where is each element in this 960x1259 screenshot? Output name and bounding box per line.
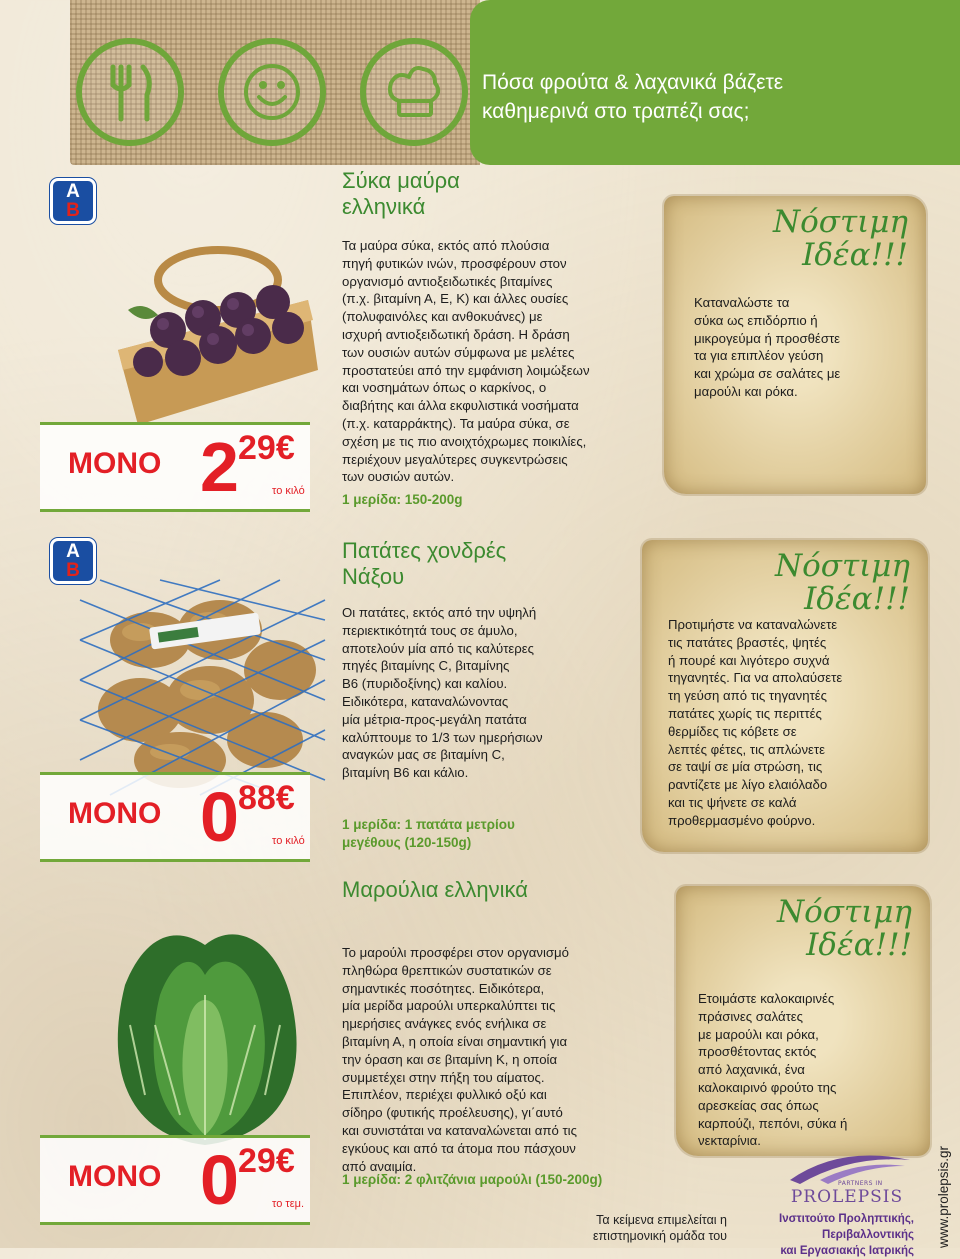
idea-title-line2: Ιδέα!!! bbox=[804, 581, 910, 617]
product-title-line1: Σύκα μαύρα bbox=[342, 168, 460, 193]
description-line: μία μέτρια-προς-μεγάλη πατάτα bbox=[342, 711, 527, 727]
idea-text-line: καλοκαιρινό φρούτο της bbox=[698, 1079, 837, 1095]
ab-logo-a: A bbox=[66, 541, 80, 562]
description-line: ισχυρή αντιοξειδωτική δράση. Η δράση bbox=[342, 326, 570, 342]
description-line: (πολυφαινόλες και ανθοκυάνες) με bbox=[342, 309, 543, 325]
description-line: σχέση με τις πιο ανοιχτόχρωμες ποικιλίες, bbox=[342, 433, 587, 449]
product-title-line2: Νάξου bbox=[342, 564, 405, 589]
description-line: Οι πατάτες, εκτός από την υψηλή bbox=[342, 605, 537, 620]
portion-line1: 1 μερίδα: 2 φλιτζάνια μαρούλι (150-200g) bbox=[342, 1172, 603, 1187]
description-line: ημερήσιες ανάγκες ενός ενήλικα σε bbox=[342, 1016, 547, 1032]
idea-text-line: σε ταψί σε μία στρώση, τις bbox=[668, 759, 823, 775]
description-line: περιέχουν μεγαλύτερες συγκεντρώσεις bbox=[342, 451, 568, 467]
product-title-line1: Πατάτες χονδρές bbox=[342, 538, 507, 563]
idea-text-line: καρπούζι, πεπόνι, σύκα ή bbox=[698, 1115, 848, 1131]
portion-line2: μεγέθους (120-150g) bbox=[342, 835, 472, 850]
description-line: και νοσημάτων όπως ο καρκίνος, ο bbox=[342, 380, 547, 396]
idea-text-line: Προτιμήστε να καταναλώνετε bbox=[668, 617, 838, 632]
ab-logo bbox=[50, 178, 96, 224]
description-line: εγκύους και από τα άτομα που πάσχουν bbox=[342, 1140, 576, 1156]
idea-text bbox=[698, 990, 847, 1150]
price-decimal: 29€ bbox=[238, 1142, 295, 1180]
idea-box-lettuce bbox=[676, 886, 930, 1156]
idea-box-figs bbox=[664, 196, 926, 494]
idea-text-line: τη γεύση από τις τηγανητές bbox=[668, 688, 828, 704]
idea-title bbox=[773, 206, 908, 272]
prolepsis-name: PROLEPSIS bbox=[790, 1187, 904, 1207]
idea-text-line: ραντίζετε με λίγο ελαιόλαδο bbox=[668, 777, 828, 793]
description-line: από αναιμία. bbox=[342, 1158, 417, 1174]
description-line: σημαντικές ποσότητες. Ειδικότερα, bbox=[342, 980, 545, 996]
product-portion-lettuce bbox=[342, 1171, 602, 1189]
description-line: αποτελούν μία από τις καλύτερες bbox=[342, 640, 535, 656]
idea-title-line1: Νόστιμη bbox=[775, 548, 910, 584]
partners-label: PARTNERS IN bbox=[838, 1180, 883, 1187]
price-unit: το κιλό bbox=[272, 835, 305, 847]
description-line: Β6 (πυριδοξίνης) και καλίου. bbox=[342, 676, 508, 692]
price-unit: το τεμ. bbox=[272, 1198, 305, 1210]
description-line: και συνιστάται να καταναλώνεται από τις bbox=[342, 1122, 577, 1138]
idea-text-line: τηγανητές. Για να απολαύσετε bbox=[668, 670, 843, 686]
price-tag-figs bbox=[40, 422, 310, 512]
price-integer: 0 bbox=[200, 778, 239, 856]
product-title-figs bbox=[342, 168, 460, 220]
price-mono-label: ΜΟΝΟ bbox=[68, 447, 162, 480]
idea-text-line: προσθέτοντας εκτός bbox=[698, 1044, 817, 1060]
description-line: Επιπλέον, περιέχει φυλλικό οξύ και bbox=[342, 1087, 547, 1103]
idea-text-line: μικρογεύμα ή προσθέστε bbox=[694, 330, 841, 346]
idea-text-line: μαρούλι και ρόκα. bbox=[694, 383, 798, 399]
description-line: σίδηρο (φυτικής προέλευσης), γι΄αυτό bbox=[342, 1105, 563, 1121]
credits-line1: Τα κείμενα επιμελείται η bbox=[596, 1213, 727, 1227]
page-title bbox=[482, 68, 952, 126]
idea-text-line: τις πατάτες βραστές, ψητές bbox=[668, 634, 827, 650]
website-url[interactable]: www.prolepsis.gr bbox=[936, 1145, 951, 1248]
description-line: (π.χ. καταρράκτης). Τα μαύρα σύκα, σε bbox=[342, 415, 570, 431]
ab-logo-b: B bbox=[66, 560, 80, 581]
product-title-lettuce bbox=[342, 877, 528, 903]
price-decimal: 29€ bbox=[238, 429, 295, 467]
description-line: Τα μαύρα σύκα, εκτός από πλούσια bbox=[342, 238, 550, 253]
idea-text-line: σύκα ως επιδόρπιο ή bbox=[694, 312, 818, 328]
idea-title bbox=[777, 896, 912, 962]
product-title-line2: ελληνικά bbox=[342, 194, 426, 219]
product-description-lettuce bbox=[342, 944, 577, 1175]
description-line: οργανισμό αντιοξειδωτικές βιταμίνες bbox=[342, 273, 553, 289]
product-description-figs bbox=[342, 237, 590, 486]
idea-text-line: λεπτές φέτες, τις απλώνετε bbox=[668, 741, 826, 757]
idea-text-line: και τις ψήνετε σε καλά bbox=[668, 794, 797, 810]
price-tag-lettuce bbox=[40, 1135, 310, 1225]
portion-line1: 1 μερίδα: 1 πατάτα μετρίου bbox=[342, 817, 515, 832]
description-line: προστατεύει από την εμφάνιση λοιμώξεων bbox=[342, 362, 590, 378]
description-line: βιταμίνη Β6 και κάλιο. bbox=[342, 765, 469, 781]
idea-text-line: Καταναλώστε τα bbox=[694, 295, 790, 310]
ab-logo-b: B bbox=[66, 200, 80, 221]
idea-title-line2: Ιδέα!!! bbox=[802, 237, 908, 273]
description-line: πηγές βιταμίνης C, βιταμίνης bbox=[342, 658, 510, 674]
description-line: Ειδικότερα, καταναλώνοντας bbox=[342, 693, 509, 709]
institute-line1: Ινστιτούτο Προληπτικής, Περιβαλλοντικής bbox=[779, 1213, 914, 1241]
idea-text-line: ή πουρέ και λιγότερο συχνά bbox=[668, 652, 830, 668]
idea-text-line: πατάτες χωρίς τις περιττές bbox=[668, 705, 822, 721]
institute-line2: και Εργασιακής Ιατρικής bbox=[780, 1245, 914, 1257]
lettuce-photo bbox=[85, 915, 325, 1150]
price-mono-label: ΜΟΝΟ bbox=[68, 1160, 162, 1193]
idea-text-line: νεκταρίνια. bbox=[698, 1133, 761, 1149]
description-line: των ουσιών αυτών σύμφωνα με μελέτες bbox=[342, 344, 575, 360]
idea-text-line: θερμίδες τις κόβετε σε bbox=[668, 723, 797, 739]
idea-text-line: προθερμασμένο φούρνο. bbox=[668, 812, 816, 828]
idea-text-line: από λαχανικά, ένα bbox=[698, 1062, 805, 1078]
idea-text-line: Ετοιμάστε καλοκαιρινές bbox=[698, 991, 835, 1006]
idea-text bbox=[694, 294, 840, 401]
idea-title-line1: Νόστιμη bbox=[773, 204, 908, 240]
description-line: συμμετέχει στην πήξη του αίματος. bbox=[342, 1069, 545, 1085]
idea-text-line: με μαρούλι και ρόκα, bbox=[698, 1026, 819, 1042]
fork-knife-icon bbox=[76, 38, 184, 146]
credits-line2: επιστημονική ομάδα του bbox=[592, 1229, 727, 1243]
idea-text-line: αρεσκείας σας όπως bbox=[698, 1097, 819, 1113]
description-line: αναγκών μας σε βιταμίνη C, bbox=[342, 747, 505, 763]
page-title-line2: καθημερινά στο τραπέζι σας; bbox=[482, 100, 750, 123]
description-line: περιεκτικότητά τους σε άμυλο, bbox=[342, 622, 518, 638]
price-tag-potatoes bbox=[40, 772, 310, 862]
idea-text-line: τα για επιπλέον γεύση bbox=[694, 348, 824, 364]
price-mono-label: ΜΟΝΟ bbox=[68, 797, 162, 830]
description-line: πληθώρα θρεπτικών συστατικών σε bbox=[342, 962, 552, 978]
ab-logo bbox=[50, 538, 96, 584]
idea-title bbox=[775, 550, 910, 616]
price-unit: το κιλό bbox=[272, 485, 305, 497]
page-title-line1: Πόσα φρούτα & λαχανικά βάζετε bbox=[482, 71, 784, 94]
ab-logo-a: A bbox=[66, 181, 80, 202]
description-line: μία μερίδα μαρούλι υπερκαλύπτει τις bbox=[342, 998, 556, 1014]
description-line: βιταμίνη Α, η οποία είναι σημαντική για bbox=[342, 1033, 568, 1049]
price-integer: 2 bbox=[200, 428, 239, 506]
description-line: καλύπτουμε το 1/3 των ημερήσιων bbox=[342, 729, 543, 745]
product-description-potatoes bbox=[342, 604, 543, 782]
description-line: (π.χ. βιταμίνη Α, Ε, Κ) και άλλες ουσίες bbox=[342, 291, 569, 307]
idea-text bbox=[668, 616, 842, 830]
price-decimal: 88€ bbox=[238, 779, 295, 817]
idea-title-line1: Νόστιμη bbox=[777, 894, 912, 930]
product-portion-figs bbox=[342, 491, 463, 509]
description-line: πηγή φυτικών ινών, προσφέρουν στον bbox=[342, 255, 567, 271]
product-title-potatoes bbox=[342, 538, 506, 590]
product-portion-potatoes bbox=[342, 816, 515, 852]
smiley-face-icon bbox=[218, 38, 326, 146]
product-title-line1: Μαρούλια ελληνικά bbox=[342, 877, 528, 902]
description-line: των ουσιών αυτών. bbox=[342, 469, 455, 485]
institute-name bbox=[700, 1211, 914, 1259]
price-integer: 0 bbox=[200, 1141, 239, 1219]
potatoes-photo bbox=[80, 580, 325, 795]
portion-line1: 1 μερίδα: 150-200g bbox=[342, 492, 463, 507]
idea-title-line2: Ιδέα!!! bbox=[806, 927, 912, 963]
description-line: Το μαρούλι προσφέρει στον οργανισμό bbox=[342, 945, 569, 960]
credits-text bbox=[517, 1212, 727, 1244]
description-line: διαβήτης και άλλα εκφυλιστικά νοσήματα bbox=[342, 398, 579, 414]
idea-box-potatoes bbox=[642, 540, 928, 852]
figs-photo bbox=[108, 240, 323, 435]
description-line: την όραση και σε βιταμίνη Κ, η οποία bbox=[342, 1051, 558, 1067]
idea-text-line: και χρώμα σε σαλάτες με bbox=[694, 366, 841, 382]
chef-hat-icon bbox=[360, 38, 468, 146]
idea-text-line: πράσινες σαλάτες bbox=[698, 1008, 804, 1024]
